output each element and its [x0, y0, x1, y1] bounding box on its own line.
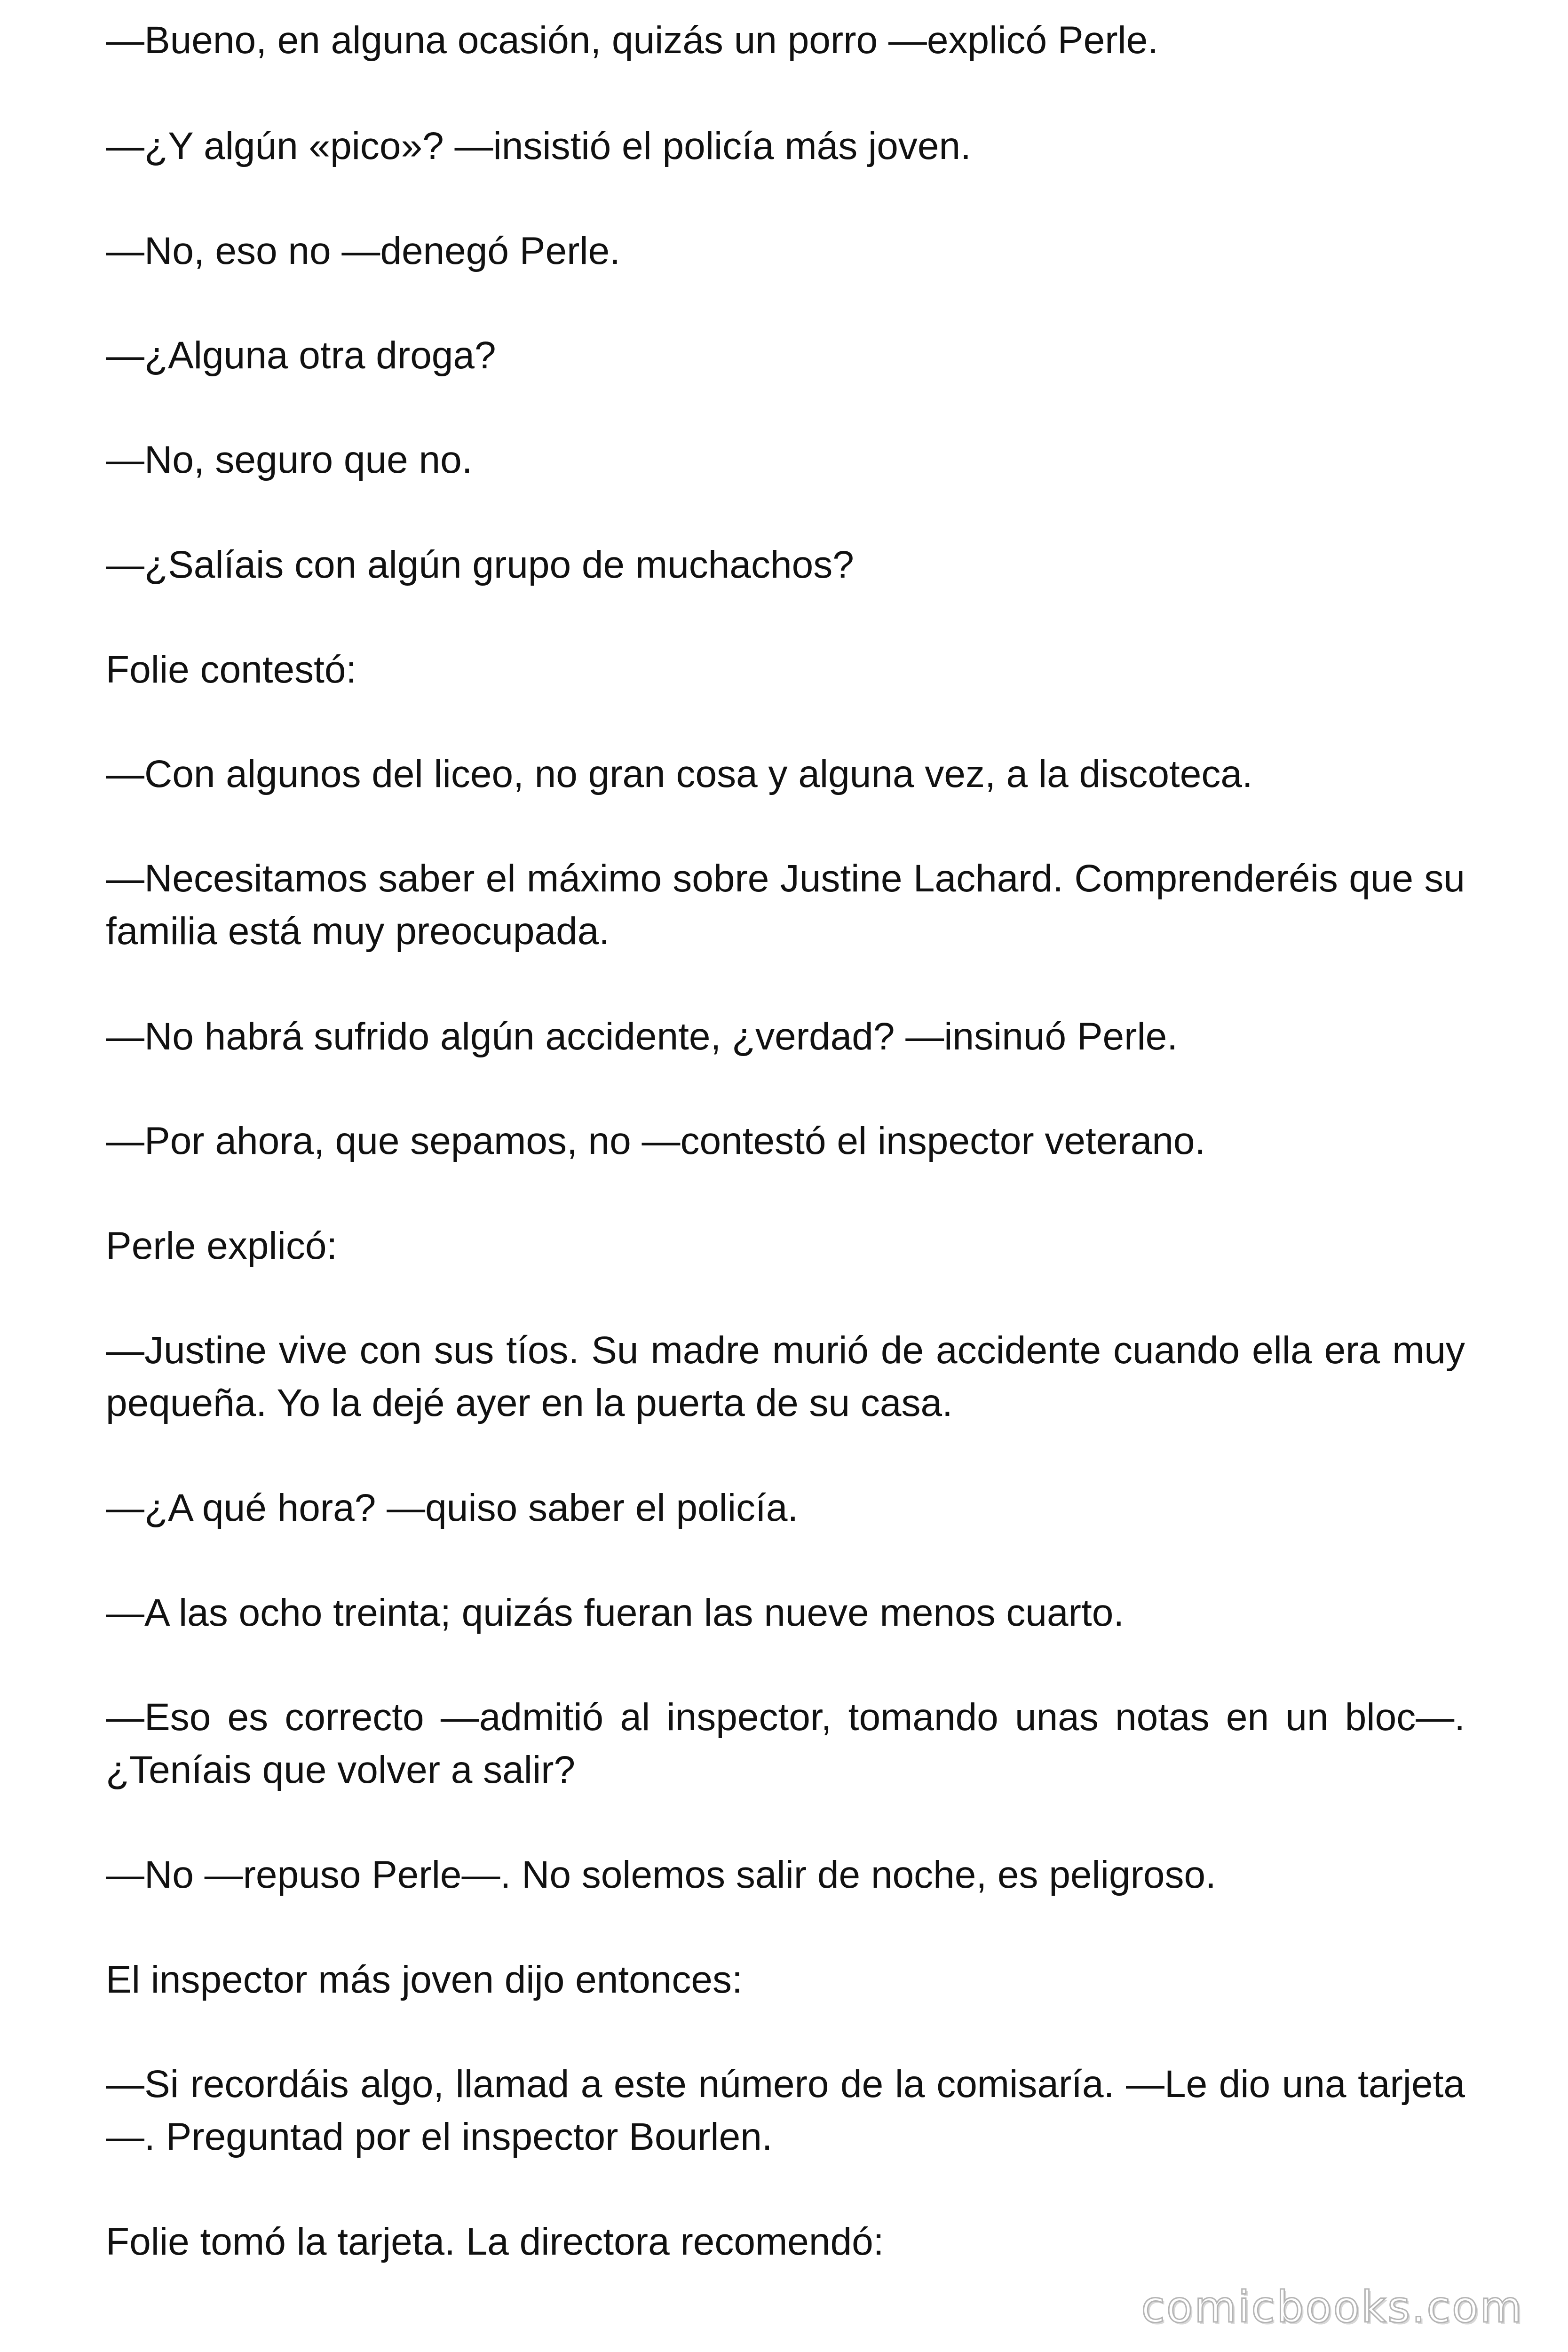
paragraph-9: —Necesitamos saber el máximo sobre Justine Lachard. Comprenderéis que su familia está muy preocupada.: [106, 857, 1465, 953]
paragraph-18: El inspector más joven dijo entonces:: [106, 1958, 743, 2001]
paragraph-16: —Eso es correcto —admitió al inspector, tomando unas notas en un bloc—. ¿Teníais que volver a salir?: [106, 1696, 1465, 1791]
paragraph-8: —Con algunos del liceo, no gran cosa y alguna vez, a la discoteca.: [106, 753, 1253, 795]
paragraph-12: Perle explicó:: [106, 1224, 338, 1267]
paragraph-4: —¿Alguna otra droga?: [106, 334, 496, 377]
watermark: comicbooks.com: [1141, 2282, 1523, 2332]
paragraph-2: —¿Y algún «pico»? —insistió el policía más joven.: [106, 125, 971, 167]
paragraph-5: —No, seguro que no.: [106, 438, 473, 481]
paragraph-17: —No —repuso Perle—. No solemos salir de noche, es peligroso.: [106, 1853, 1216, 1896]
paragraph-20: Folie tomó la tarjeta. La directora recomendó:: [106, 2220, 884, 2263]
paragraph-13: —Justine vive con sus tíos. Su madre murió de accidente cuando ella era muy pequeña. Yo la dejé ayer en la puerta de su casa.: [106, 1329, 1465, 1424]
paragraph-19: —Si recordáis algo, llamad a este número de la comisaría. —Le dio una tarjeta—. Preguntad por el inspector Bourlen.: [106, 2063, 1465, 2158]
paragraph-7: Folie contestó:: [106, 648, 357, 691]
paragraph-15: —A las ocho treinta; quizás fueran las nueve menos cuarto.: [106, 1591, 1125, 1634]
paragraph-1: —Bueno, en alguna ocasión, quizás un porro —explicó Perle.: [106, 19, 1159, 62]
paragraph-6: —¿Salíais con algún grupo de muchachos?: [106, 543, 854, 586]
paragraph-10: —No habrá sufrido algún accidente, ¿verdad? —insinuó Perle.: [106, 1015, 1178, 1058]
paragraph-11: —Por ahora, que sepamos, no —contestó el inspector veterano.: [106, 1120, 1206, 1162]
paragraph-3: —No, eso no —denegó Perle.: [106, 230, 620, 272]
paragraph-14: —¿A qué hora? —quiso saber el policía.: [106, 1486, 799, 1529]
